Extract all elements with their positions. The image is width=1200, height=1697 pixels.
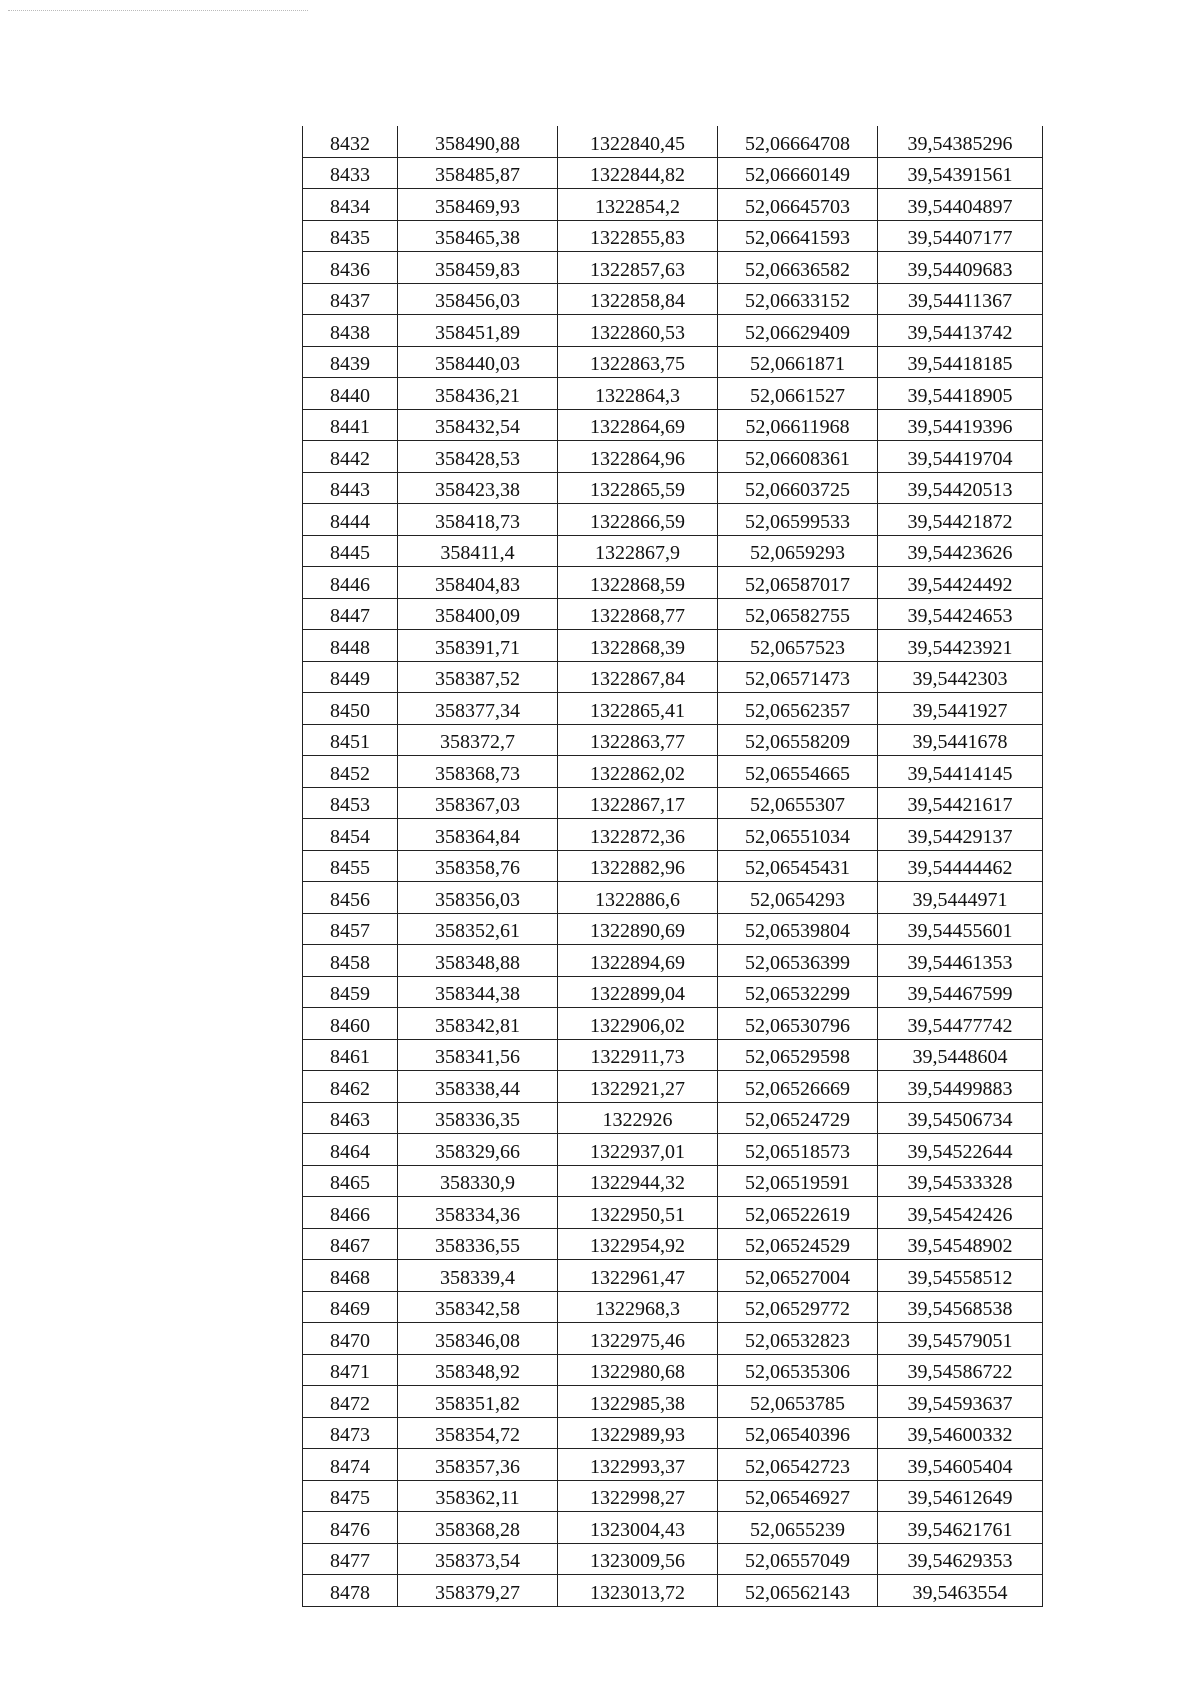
latitude-cell: 52,06603725 xyxy=(718,472,878,504)
latitude-cell: 52,06587017 xyxy=(718,567,878,599)
y-coordinate-cell: 1322867,9 xyxy=(558,535,718,567)
x-coordinate-cell: 358336,55 xyxy=(398,1228,558,1260)
x-coordinate-cell: 358372,7 xyxy=(398,724,558,756)
table-row xyxy=(303,157,1043,189)
point-number-cell: 8458 xyxy=(303,945,398,977)
x-coordinate-cell: 358358,76 xyxy=(398,850,558,882)
y-coordinate-cell: 1322921,27 xyxy=(558,1071,718,1103)
point-number-cell: 8459 xyxy=(303,976,398,1008)
table-row xyxy=(303,283,1043,315)
latitude-cell: 52,06539804 xyxy=(718,913,878,945)
point-number-cell: 8474 xyxy=(303,1449,398,1481)
longitude-cell: 39,5448604 xyxy=(878,1039,1043,1071)
y-coordinate-cell: 1322866,59 xyxy=(558,504,718,536)
x-coordinate-cell: 358465,38 xyxy=(398,220,558,252)
y-coordinate-cell: 1322864,3 xyxy=(558,378,718,410)
longitude-cell: 39,54455601 xyxy=(878,913,1043,945)
longitude-cell: 39,54429137 xyxy=(878,819,1043,851)
latitude-cell: 52,06524529 xyxy=(718,1228,878,1260)
latitude-cell: 52,06519591 xyxy=(718,1165,878,1197)
longitude-cell: 39,54421617 xyxy=(878,787,1043,819)
y-coordinate-cell: 1322865,59 xyxy=(558,472,718,504)
y-coordinate-cell: 1322954,92 xyxy=(558,1228,718,1260)
table-row xyxy=(303,1575,1043,1607)
x-coordinate-cell: 358341,56 xyxy=(398,1039,558,1071)
point-number-cell: 8434 xyxy=(303,189,398,221)
longitude-cell: 39,54407177 xyxy=(878,220,1043,252)
longitude-cell: 39,54391561 xyxy=(878,157,1043,189)
x-coordinate-cell: 358391,71 xyxy=(398,630,558,662)
point-number-cell: 8466 xyxy=(303,1197,398,1229)
point-number-cell: 8432 xyxy=(303,126,398,157)
point-number-cell: 8461 xyxy=(303,1039,398,1071)
y-coordinate-cell: 1322855,83 xyxy=(558,220,718,252)
y-coordinate-cell: 1322961,47 xyxy=(558,1260,718,1292)
longitude-cell: 39,54579051 xyxy=(878,1323,1043,1355)
x-coordinate-cell: 358367,03 xyxy=(398,787,558,819)
x-coordinate-cell: 358348,92 xyxy=(398,1354,558,1386)
latitude-cell: 52,06558209 xyxy=(718,724,878,756)
y-coordinate-cell: 1322985,38 xyxy=(558,1386,718,1418)
x-coordinate-cell: 358418,73 xyxy=(398,504,558,536)
latitude-cell: 52,06660149 xyxy=(718,157,878,189)
table-row xyxy=(303,1228,1043,1260)
y-coordinate-cell: 1322998,27 xyxy=(558,1480,718,1512)
x-coordinate-cell: 358329,66 xyxy=(398,1134,558,1166)
y-coordinate-cell: 1322868,39 xyxy=(558,630,718,662)
latitude-cell: 52,06551034 xyxy=(718,819,878,851)
longitude-cell: 39,54477742 xyxy=(878,1008,1043,1040)
latitude-cell: 52,06645703 xyxy=(718,189,878,221)
point-number-cell: 8470 xyxy=(303,1323,398,1355)
longitude-cell: 39,54418185 xyxy=(878,346,1043,378)
x-coordinate-cell: 358357,36 xyxy=(398,1449,558,1481)
latitude-cell: 52,06542723 xyxy=(718,1449,878,1481)
point-number-cell: 8473 xyxy=(303,1417,398,1449)
x-coordinate-cell: 358373,54 xyxy=(398,1543,558,1575)
point-number-cell: 8469 xyxy=(303,1291,398,1323)
point-number-cell: 8435 xyxy=(303,220,398,252)
y-coordinate-cell: 1323013,72 xyxy=(558,1575,718,1607)
y-coordinate-cell: 1322864,69 xyxy=(558,409,718,441)
latitude-cell: 52,0659293 xyxy=(718,535,878,567)
point-number-cell: 8448 xyxy=(303,630,398,662)
latitude-cell: 52,06611968 xyxy=(718,409,878,441)
point-number-cell: 8462 xyxy=(303,1071,398,1103)
x-coordinate-cell: 358379,27 xyxy=(398,1575,558,1607)
longitude-cell: 39,54419704 xyxy=(878,441,1043,473)
latitude-cell: 52,06522619 xyxy=(718,1197,878,1229)
latitude-cell: 52,06532823 xyxy=(718,1323,878,1355)
table-row xyxy=(303,1071,1043,1103)
point-number-cell: 8464 xyxy=(303,1134,398,1166)
table-row xyxy=(303,1102,1043,1134)
latitude-cell: 52,06582755 xyxy=(718,598,878,630)
longitude-cell: 39,5442303 xyxy=(878,661,1043,693)
y-coordinate-cell: 1322844,82 xyxy=(558,157,718,189)
table-row xyxy=(303,850,1043,882)
y-coordinate-cell: 1322980,68 xyxy=(558,1354,718,1386)
latitude-cell: 52,06530796 xyxy=(718,1008,878,1040)
table-row xyxy=(303,535,1043,567)
x-coordinate-cell: 358364,84 xyxy=(398,819,558,851)
point-number-cell: 8443 xyxy=(303,472,398,504)
table-row xyxy=(303,472,1043,504)
point-number-cell: 8451 xyxy=(303,724,398,756)
longitude-cell: 39,54558512 xyxy=(878,1260,1043,1292)
coordinates-table-body xyxy=(303,126,1043,1606)
longitude-cell: 39,5441927 xyxy=(878,693,1043,725)
x-coordinate-cell: 358330,9 xyxy=(398,1165,558,1197)
y-coordinate-cell: 1322968,3 xyxy=(558,1291,718,1323)
x-coordinate-cell: 358348,88 xyxy=(398,945,558,977)
table-row xyxy=(303,315,1043,347)
table-row xyxy=(303,1543,1043,1575)
longitude-cell: 39,54605404 xyxy=(878,1449,1043,1481)
longitude-cell: 39,54506734 xyxy=(878,1102,1043,1134)
point-number-cell: 8442 xyxy=(303,441,398,473)
y-coordinate-cell: 1322860,53 xyxy=(558,315,718,347)
y-coordinate-cell: 1323009,56 xyxy=(558,1543,718,1575)
x-coordinate-cell: 358432,54 xyxy=(398,409,558,441)
y-coordinate-cell: 1322867,84 xyxy=(558,661,718,693)
longitude-cell: 39,54600332 xyxy=(878,1417,1043,1449)
table-row xyxy=(303,1260,1043,1292)
longitude-cell: 39,54385296 xyxy=(878,126,1043,157)
longitude-cell: 39,54444462 xyxy=(878,850,1043,882)
point-number-cell: 8447 xyxy=(303,598,398,630)
table-row xyxy=(303,567,1043,599)
point-number-cell: 8446 xyxy=(303,567,398,599)
coordinates-table xyxy=(302,126,1043,1607)
longitude-cell: 39,54419396 xyxy=(878,409,1043,441)
longitude-cell: 39,54612649 xyxy=(878,1480,1043,1512)
x-coordinate-cell: 358368,73 xyxy=(398,756,558,788)
latitude-cell: 52,06545431 xyxy=(718,850,878,882)
longitude-cell: 39,54533328 xyxy=(878,1165,1043,1197)
latitude-cell: 52,06536399 xyxy=(718,945,878,977)
longitude-cell: 39,54411367 xyxy=(878,283,1043,315)
x-coordinate-cell: 358352,61 xyxy=(398,913,558,945)
point-number-cell: 8476 xyxy=(303,1512,398,1544)
point-number-cell: 8440 xyxy=(303,378,398,410)
latitude-cell: 52,06664708 xyxy=(718,126,878,157)
table-row xyxy=(303,1197,1043,1229)
y-coordinate-cell: 1322864,96 xyxy=(558,441,718,473)
latitude-cell: 52,06571473 xyxy=(718,661,878,693)
point-number-cell: 8467 xyxy=(303,1228,398,1260)
point-number-cell: 8453 xyxy=(303,787,398,819)
table-row xyxy=(303,945,1043,977)
point-number-cell: 8456 xyxy=(303,882,398,914)
point-number-cell: 8457 xyxy=(303,913,398,945)
longitude-cell: 39,54461353 xyxy=(878,945,1043,977)
table-row xyxy=(303,1417,1043,1449)
x-coordinate-cell: 358356,03 xyxy=(398,882,558,914)
table-row xyxy=(303,756,1043,788)
point-number-cell: 8478 xyxy=(303,1575,398,1607)
x-coordinate-cell: 358404,83 xyxy=(398,567,558,599)
latitude-cell: 52,06535306 xyxy=(718,1354,878,1386)
latitude-cell: 52,06546927 xyxy=(718,1480,878,1512)
table-row xyxy=(303,598,1043,630)
x-coordinate-cell: 358362,11 xyxy=(398,1480,558,1512)
table-row xyxy=(303,787,1043,819)
table-row xyxy=(303,252,1043,284)
longitude-cell: 39,54593637 xyxy=(878,1386,1043,1418)
latitude-cell: 52,06529772 xyxy=(718,1291,878,1323)
table-row xyxy=(303,1354,1043,1386)
point-number-cell: 8436 xyxy=(303,252,398,284)
x-coordinate-cell: 358342,81 xyxy=(398,1008,558,1040)
x-coordinate-cell: 358336,35 xyxy=(398,1102,558,1134)
latitude-cell: 52,0661871 xyxy=(718,346,878,378)
latitude-cell: 52,06529598 xyxy=(718,1039,878,1071)
latitude-cell: 52,06641593 xyxy=(718,220,878,252)
longitude-cell: 39,54499883 xyxy=(878,1071,1043,1103)
point-number-cell: 8472 xyxy=(303,1386,398,1418)
table-row xyxy=(303,1480,1043,1512)
latitude-cell: 52,0654293 xyxy=(718,882,878,914)
x-coordinate-cell: 358339,4 xyxy=(398,1260,558,1292)
point-number-cell: 8455 xyxy=(303,850,398,882)
longitude-cell: 39,54414145 xyxy=(878,756,1043,788)
table-row xyxy=(303,409,1043,441)
y-coordinate-cell: 1322857,63 xyxy=(558,252,718,284)
point-number-cell: 8454 xyxy=(303,819,398,851)
point-number-cell: 8433 xyxy=(303,157,398,189)
y-coordinate-cell: 1322863,77 xyxy=(558,724,718,756)
x-coordinate-cell: 358428,53 xyxy=(398,441,558,473)
latitude-cell: 52,06629409 xyxy=(718,315,878,347)
longitude-cell: 39,54423626 xyxy=(878,535,1043,567)
latitude-cell: 52,06527004 xyxy=(718,1260,878,1292)
point-number-cell: 8437 xyxy=(303,283,398,315)
table-row xyxy=(303,1512,1043,1544)
scan-artifact-line xyxy=(8,10,308,11)
latitude-cell: 52,06608361 xyxy=(718,441,878,473)
latitude-cell: 52,06599533 xyxy=(718,504,878,536)
y-coordinate-cell: 1322894,69 xyxy=(558,945,718,977)
x-coordinate-cell: 358423,38 xyxy=(398,472,558,504)
longitude-cell: 39,54621761 xyxy=(878,1512,1043,1544)
table-row xyxy=(303,1449,1043,1481)
x-coordinate-cell: 358354,72 xyxy=(398,1417,558,1449)
x-coordinate-cell: 358436,21 xyxy=(398,378,558,410)
point-number-cell: 8475 xyxy=(303,1480,398,1512)
y-coordinate-cell: 1322899,04 xyxy=(558,976,718,1008)
point-number-cell: 8450 xyxy=(303,693,398,725)
y-coordinate-cell: 1322863,75 xyxy=(558,346,718,378)
longitude-cell: 39,5463554 xyxy=(878,1575,1043,1607)
y-coordinate-cell: 1322872,36 xyxy=(558,819,718,851)
point-number-cell: 8444 xyxy=(303,504,398,536)
latitude-cell: 52,06518573 xyxy=(718,1134,878,1166)
longitude-cell: 39,5444971 xyxy=(878,882,1043,914)
point-number-cell: 8445 xyxy=(303,535,398,567)
longitude-cell: 39,54522644 xyxy=(878,1134,1043,1166)
y-coordinate-cell: 1322975,46 xyxy=(558,1323,718,1355)
table-row xyxy=(303,189,1043,221)
y-coordinate-cell: 1322868,77 xyxy=(558,598,718,630)
latitude-cell: 52,0653785 xyxy=(718,1386,878,1418)
latitude-cell: 52,06540396 xyxy=(718,1417,878,1449)
x-coordinate-cell: 358338,44 xyxy=(398,1071,558,1103)
point-number-cell: 8441 xyxy=(303,409,398,441)
y-coordinate-cell: 1322937,01 xyxy=(558,1134,718,1166)
longitude-cell: 39,54586722 xyxy=(878,1354,1043,1386)
y-coordinate-cell: 1323004,43 xyxy=(558,1512,718,1544)
table-row xyxy=(303,378,1043,410)
point-number-cell: 8477 xyxy=(303,1543,398,1575)
table-row xyxy=(303,1386,1043,1418)
table-row xyxy=(303,819,1043,851)
table-row xyxy=(303,976,1043,1008)
x-coordinate-cell: 358342,58 xyxy=(398,1291,558,1323)
x-coordinate-cell: 358456,03 xyxy=(398,283,558,315)
longitude-cell: 39,54420513 xyxy=(878,472,1043,504)
point-number-cell: 8463 xyxy=(303,1102,398,1134)
latitude-cell: 52,06524729 xyxy=(718,1102,878,1134)
y-coordinate-cell: 1322858,84 xyxy=(558,283,718,315)
longitude-cell: 39,54421872 xyxy=(878,504,1043,536)
table-row xyxy=(303,1039,1043,1071)
latitude-cell: 52,0657523 xyxy=(718,630,878,662)
x-coordinate-cell: 358344,38 xyxy=(398,976,558,1008)
point-number-cell: 8460 xyxy=(303,1008,398,1040)
y-coordinate-cell: 1322950,51 xyxy=(558,1197,718,1229)
longitude-cell: 39,54548902 xyxy=(878,1228,1043,1260)
y-coordinate-cell: 1322926 xyxy=(558,1102,718,1134)
table-row xyxy=(303,346,1043,378)
latitude-cell: 52,0661527 xyxy=(718,378,878,410)
y-coordinate-cell: 1322993,37 xyxy=(558,1449,718,1481)
latitude-cell: 52,06633152 xyxy=(718,283,878,315)
y-coordinate-cell: 1322911,73 xyxy=(558,1039,718,1071)
table-row xyxy=(303,441,1043,473)
y-coordinate-cell: 1322882,96 xyxy=(558,850,718,882)
latitude-cell: 52,06557049 xyxy=(718,1543,878,1575)
y-coordinate-cell: 1322886,6 xyxy=(558,882,718,914)
longitude-cell: 39,54629353 xyxy=(878,1543,1043,1575)
y-coordinate-cell: 1322862,02 xyxy=(558,756,718,788)
y-coordinate-cell: 1322868,59 xyxy=(558,567,718,599)
x-coordinate-cell: 358334,36 xyxy=(398,1197,558,1229)
table-row xyxy=(303,630,1043,662)
x-coordinate-cell: 358400,09 xyxy=(398,598,558,630)
x-coordinate-cell: 358490,88 xyxy=(398,126,558,157)
x-coordinate-cell: 358459,83 xyxy=(398,252,558,284)
x-coordinate-cell: 358346,08 xyxy=(398,1323,558,1355)
latitude-cell: 52,0655239 xyxy=(718,1512,878,1544)
point-number-cell: 8471 xyxy=(303,1354,398,1386)
x-coordinate-cell: 358485,87 xyxy=(398,157,558,189)
latitude-cell: 52,06636582 xyxy=(718,252,878,284)
x-coordinate-cell: 358368,28 xyxy=(398,1512,558,1544)
x-coordinate-cell: 358469,93 xyxy=(398,189,558,221)
y-coordinate-cell: 1322890,69 xyxy=(558,913,718,945)
table-row xyxy=(303,220,1043,252)
table-row xyxy=(303,693,1043,725)
point-number-cell: 8468 xyxy=(303,1260,398,1292)
y-coordinate-cell: 1322944,32 xyxy=(558,1165,718,1197)
latitude-cell: 52,06562357 xyxy=(718,693,878,725)
longitude-cell: 39,54568538 xyxy=(878,1291,1043,1323)
longitude-cell: 39,54418905 xyxy=(878,378,1043,410)
point-number-cell: 8449 xyxy=(303,661,398,693)
x-coordinate-cell: 358351,82 xyxy=(398,1386,558,1418)
table-row xyxy=(303,661,1043,693)
longitude-cell: 39,54424492 xyxy=(878,567,1043,599)
x-coordinate-cell: 358440,03 xyxy=(398,346,558,378)
latitude-cell: 52,06532299 xyxy=(718,976,878,1008)
point-number-cell: 8439 xyxy=(303,346,398,378)
y-coordinate-cell: 1322865,41 xyxy=(558,693,718,725)
latitude-cell: 52,06526669 xyxy=(718,1071,878,1103)
latitude-cell: 52,0655307 xyxy=(718,787,878,819)
table-row xyxy=(303,913,1043,945)
y-coordinate-cell: 1322867,17 xyxy=(558,787,718,819)
table-row xyxy=(303,504,1043,536)
longitude-cell: 39,54404897 xyxy=(878,189,1043,221)
latitude-cell: 52,06554665 xyxy=(718,756,878,788)
x-coordinate-cell: 358411,4 xyxy=(398,535,558,567)
longitude-cell: 39,54424653 xyxy=(878,598,1043,630)
table-row xyxy=(303,126,1043,157)
longitude-cell: 39,54542426 xyxy=(878,1197,1043,1229)
longitude-cell: 39,5441678 xyxy=(878,724,1043,756)
y-coordinate-cell: 1322906,02 xyxy=(558,1008,718,1040)
table-row xyxy=(303,1291,1043,1323)
longitude-cell: 39,54409683 xyxy=(878,252,1043,284)
longitude-cell: 39,54467599 xyxy=(878,976,1043,1008)
table-row xyxy=(303,1323,1043,1355)
longitude-cell: 39,54423921 xyxy=(878,630,1043,662)
table-row xyxy=(303,882,1043,914)
longitude-cell: 39,54413742 xyxy=(878,315,1043,347)
y-coordinate-cell: 1322989,93 xyxy=(558,1417,718,1449)
x-coordinate-cell: 358377,34 xyxy=(398,693,558,725)
point-number-cell: 8438 xyxy=(303,315,398,347)
point-number-cell: 8465 xyxy=(303,1165,398,1197)
table-row xyxy=(303,1008,1043,1040)
x-coordinate-cell: 358387,52 xyxy=(398,661,558,693)
x-coordinate-cell: 358451,89 xyxy=(398,315,558,347)
y-coordinate-cell: 1322840,45 xyxy=(558,126,718,157)
table-row xyxy=(303,724,1043,756)
latitude-cell: 52,06562143 xyxy=(718,1575,878,1607)
y-coordinate-cell: 1322854,2 xyxy=(558,189,718,221)
table-row xyxy=(303,1165,1043,1197)
point-number-cell: 8452 xyxy=(303,756,398,788)
table-row xyxy=(303,1134,1043,1166)
